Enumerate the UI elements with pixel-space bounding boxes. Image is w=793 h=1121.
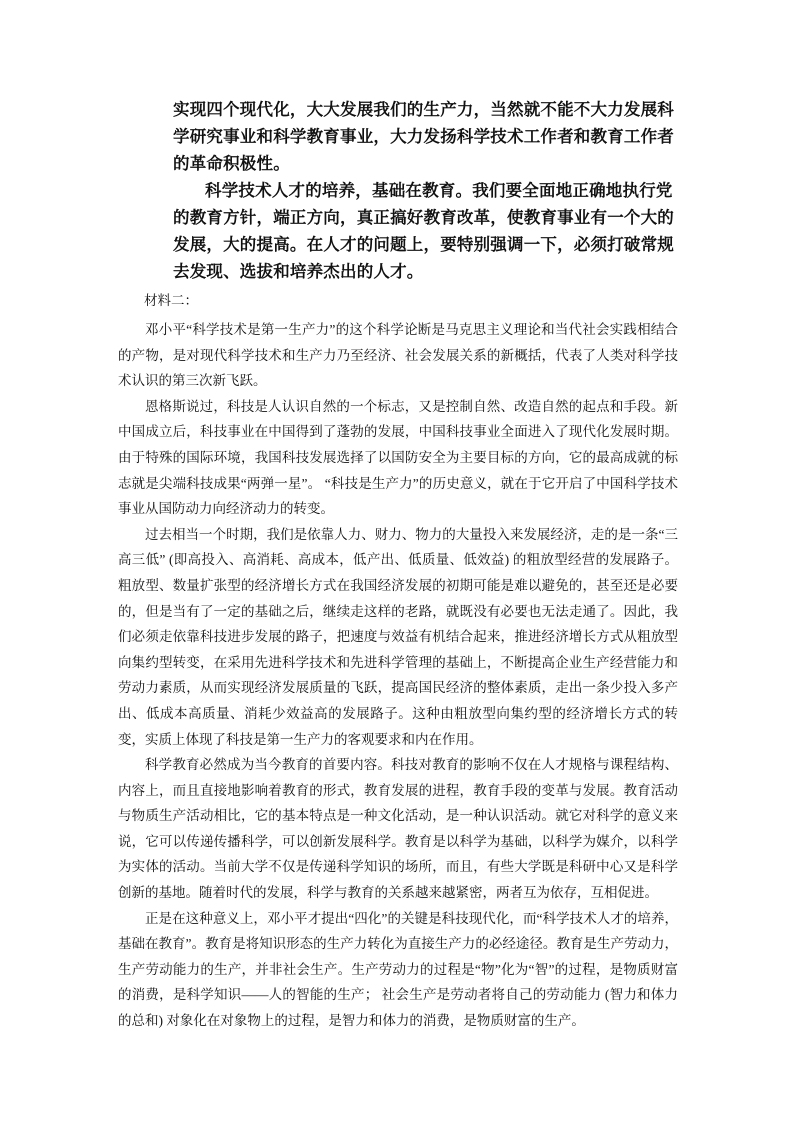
quote-paragraph: 实现四个现代化，大大发展我们的生产力，当然就不能不大力发展科学研究事业和科学教育事业，大力发扬科学技术工作者和教育工作者的革命积极性。: [173, 100, 674, 173]
body-paragraph: 正是在这种意义上，邓小平才提出“四化”的关键是科技现代化，而“科学技术人才的培养，基础在教育”。教育是将知识形态的生产力转化为直接生产力的必经途径。教育是生产劳动力，生产劳动能力的生产，并非社会生产。生产劳动力的过程是“物”化为“智”的过程，是物质财富的消费，是科学知识——人的智能的生产； 社会生产是劳动者将自己的劳动能力 (智力和体力的总和) 对象化在对象物上的过程，是智力和体力的消费，是物质财富的生产。: [118, 910, 678, 1029]
quote-block: [173, 96, 679, 285]
body-paragraph: 过去相当一个时期，我们是依靠人力、财力、物力的大量投入来发展经济，走的是一条“三高三低” (即高投入、高消耗、高成本，低产出、低质量、低效益) 的粗放型经营的发展路子。粗放型、数量扩张型的经济增长方式在我国经济发展的初期可能是难以避免的，甚至还是必要的，但是当有了一定的基础之后，继续走这样的老路，就既没有必要也无法走通了。因此，我们必须走依靠科技进步发展的路子，把速度与效益有机结合起来，推进经济增长方式从粗放型向集约型转变，在采用先进科学技术和先进科学管理的基础上，不断提高企业生产经营能力和劳动力素质，从而实现经济发展质量的飞跃，提高国民经济的整体素质，走出一条少投入多产出、低成本高质量、消耗少效益高的发展路子。这种由粗放型向集约型的经济增长方式的转变，实质上体现了科技是第一生产力的客观要求和内在作用。: [118, 526, 678, 747]
section-heading: 材料二：: [144, 293, 198, 308]
body-text: [118, 317, 678, 1034]
body-paragraph: 邓小平“科学技术是第一生产力”的这个科学论断是马克思主义理论和当代社会实践相结合的产物，是对现代科学技术和生产力乃至经济、社会发展关系的新概括，代表了人类对科学技术认识的第三次新飞跃。: [118, 322, 678, 389]
quote-paragraph: 科学技术人才的培养，基础在教育。我们要全面地正确地执行党的教育方针，端正方向，真正搞好教育改革，使教育事业有一个大的发展，大的提高。在人才的问题上，要特别强调一下，必须打破常规去发现、选拔和培养杰出的人才。: [173, 181, 674, 281]
body-paragraph: 科学教育必然成为当今教育的首要内容。科技对教育的影响不仅在人才规格与课程结构、内容上，而且直接地影响着教育的形式，教育发展的进程，教育手段的变革与发展。教育活动与物质生产活动相比，它的基本特点是一种文化活动，是一种认识活动。就它对科学的意义来说，它可以传递传播科学，可以创新发展科学。教育是以科学为基础，以科学为媒介，以科学为实体的活动。当前大学不仅是传递科学知识的场所，而且，有些大学既是科研中心又是科学创新的基地。随着时代的发展，科学与教育的关系越来越紧密，两者互为依存，互相促进。: [118, 757, 678, 901]
body-paragraph: 恩格斯说过，科技是人认识自然的一个标志，又是控制自然、改造自然的起点和手段。新中国成立后，科技事业在中国得到了蓬勃的发展，中国科技事业全面进入了现代化发展时期。由于特殊的国际环境，我国科技发展选择了以国防安全为主要目标的方向，它的最高成就的标志就是尖端科技成果“两弹一星”。 “科技是生产力”的历史意义，就在于它开启了中国科学技术事业从国防动力向经济动力的转变。: [118, 398, 678, 517]
